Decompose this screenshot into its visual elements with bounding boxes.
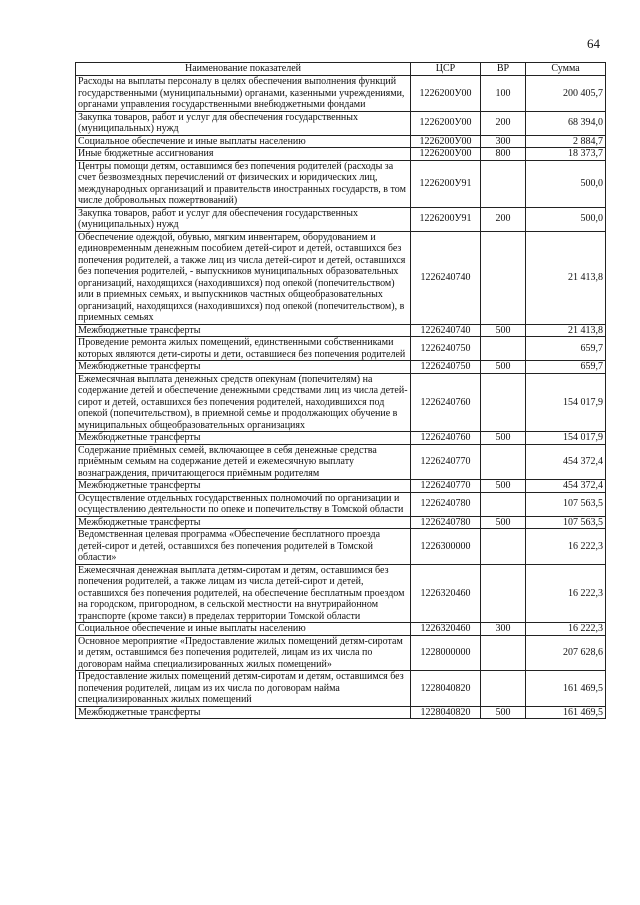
- cell-name: Закупка товаров, работ и услуг для обеспечения государственных (муниципальных) нужд: [76, 207, 411, 231]
- cell-vr: [481, 671, 526, 707]
- cell-csr: 1226240770: [411, 444, 481, 480]
- cell-name: Ежемесячная выплата денежных средств опекунам (попечителям) на содержание детей и обеспечение денежными средствами лиц из числа детей-сирот и детей, оставшихся без попечения родителей, находившихся под опекой (попечительством), в приемной семье и продолжающих обучение в муниципальных общеобразовательных организациях: [76, 373, 411, 432]
- table-row: [76, 432, 606, 445]
- cell-name: Осуществление отдельных государственных полномочий по организации и осуществлению деятельности по опеке и попечительству в Томской области: [76, 492, 411, 516]
- cell-name: Обеспечение одеждой, обувью, мягким инвентарем, оборудованием и единовременным денежным пособием детей-сирот и детей, оставшихся без попечения родителей, а также лиц из числа детей-сирот и детей, оставшихся без попечения родителей, - выпускников муниципальных образовательных организаций, находящихся (находившихся) под опекой (попечительством) или в приемных семьях, и выпускников частных общеобразовательных организаций, находящихся (находившихся) под опекой (попечительством), в приемных семьях: [76, 231, 411, 324]
- cell-csr: 1226240750: [411, 361, 481, 374]
- table-row: [76, 76, 606, 112]
- cell-vr: 200: [481, 207, 526, 231]
- table-row: [76, 373, 606, 432]
- cell-sum: 500,0: [526, 160, 606, 207]
- cell-name: Межбюджетные трансферты: [76, 361, 411, 374]
- cell-csr: 1226200У00: [411, 148, 481, 161]
- budget-table: [75, 62, 606, 719]
- cell-vr: [481, 529, 526, 565]
- cell-sum: 659,7: [526, 337, 606, 361]
- cell-sum: 18 373,7: [526, 148, 606, 161]
- cell-vr: 500: [481, 706, 526, 719]
- table-row: [76, 706, 606, 719]
- cell-sum: 16 222,3: [526, 529, 606, 565]
- cell-vr: 800: [481, 148, 526, 161]
- cell-vr: 100: [481, 76, 526, 112]
- cell-sum: 161 469,5: [526, 706, 606, 719]
- table-row: [76, 480, 606, 493]
- page-number: 64: [587, 36, 600, 51]
- cell-csr: 1226240740: [411, 231, 481, 324]
- cell-name: Центры помощи детям, оставшимся без попечения родителей (расходы за счет безвозмездных перечислений от физических и юридических лиц, международных организаций и правительств иностранных государств, в том числе добровольных пожертвований): [76, 160, 411, 207]
- cell-name: Межбюджетные трансферты: [76, 480, 411, 493]
- cell-csr: 1226300000: [411, 529, 481, 565]
- cell-name: Иные бюджетные ассигнования: [76, 148, 411, 161]
- header-name: Наименование показателей: [76, 63, 411, 76]
- cell-sum: 154 017,9: [526, 432, 606, 445]
- cell-vr: [481, 231, 526, 324]
- cell-vr: 500: [481, 324, 526, 337]
- cell-name: Проведение ремонта жилых помещений, единственными собственниками которых являются дети-сироты и дети, оставшиеся без попечения родителей: [76, 337, 411, 361]
- cell-sum: 2 884,7: [526, 135, 606, 148]
- cell-name: Межбюджетные трансферты: [76, 324, 411, 337]
- table-row: [76, 148, 606, 161]
- table-row: [76, 564, 606, 623]
- cell-vr: 500: [481, 432, 526, 445]
- cell-vr: 300: [481, 623, 526, 636]
- table-header-row: [76, 63, 606, 76]
- cell-csr: 1226200У00: [411, 111, 481, 135]
- cell-name: Ежемесячная денежная выплата детям-сиротам и детям, оставшимся без попечения родителей, а также лицам из числа детей-сирот и детей, оставшихся без попечения родителей, на обеспечение бесплатным проездом на городском, пригородном, в сельской местности на внутрирайонном транспорте (кроме такси) в пределах территории Томской области: [76, 564, 411, 623]
- cell-sum: 500,0: [526, 207, 606, 231]
- cell-name: Расходы на выплаты персоналу в целях обеспечения выполнения функций государственными (муниципальными) органами, казенными учреждениями, органами управления государственными внебюджетными фондами: [76, 76, 411, 112]
- cell-vr: [481, 337, 526, 361]
- header-vr: ВР: [481, 63, 526, 76]
- cell-csr: 1226320460: [411, 623, 481, 636]
- cell-sum: 454 372,4: [526, 444, 606, 480]
- cell-csr: 1226240760: [411, 373, 481, 432]
- cell-csr: 1226240760: [411, 432, 481, 445]
- cell-sum: 161 469,5: [526, 671, 606, 707]
- cell-sum: 21 413,8: [526, 231, 606, 324]
- cell-csr: 1226240780: [411, 516, 481, 529]
- cell-vr: 500: [481, 516, 526, 529]
- table-row: [76, 135, 606, 148]
- cell-vr: 500: [481, 361, 526, 374]
- table-row: [76, 444, 606, 480]
- table-row: [76, 207, 606, 231]
- cell-sum: 154 017,9: [526, 373, 606, 432]
- cell-vr: 500: [481, 480, 526, 493]
- table-row: [76, 529, 606, 565]
- header-sum: Сумма: [526, 63, 606, 76]
- cell-vr: [481, 373, 526, 432]
- cell-vr: 200: [481, 111, 526, 135]
- table-row: [76, 492, 606, 516]
- table-body: [76, 76, 606, 719]
- cell-vr: [481, 160, 526, 207]
- table-row: [76, 361, 606, 374]
- cell-name: Предоставление жилых помещений детям-сиротам и детям, оставшимся без попечения родителей, лицам из их числа по договорам найма специализированных жилых помещений: [76, 671, 411, 707]
- cell-csr: 1226240740: [411, 324, 481, 337]
- cell-csr: 1226200У91: [411, 160, 481, 207]
- cell-vr: [481, 444, 526, 480]
- cell-csr: 1226200У00: [411, 76, 481, 112]
- cell-name: Социальное обеспечение и иные выплаты населению: [76, 135, 411, 148]
- table-row: [76, 160, 606, 207]
- cell-sum: 68 394,0: [526, 111, 606, 135]
- table-row: [76, 231, 606, 324]
- cell-sum: 16 222,3: [526, 564, 606, 623]
- cell-name: Социальное обеспечение и иные выплаты населению: [76, 623, 411, 636]
- cell-name: Межбюджетные трансферты: [76, 706, 411, 719]
- table-row: [76, 324, 606, 337]
- cell-csr: 1226200У00: [411, 135, 481, 148]
- table-row: [76, 111, 606, 135]
- cell-sum: 107 563,5: [526, 516, 606, 529]
- cell-sum: 107 563,5: [526, 492, 606, 516]
- table-row: [76, 337, 606, 361]
- cell-sum: 207 628,6: [526, 635, 606, 671]
- cell-sum: 200 405,7: [526, 76, 606, 112]
- cell-csr: 1228040820: [411, 671, 481, 707]
- cell-name: Закупка товаров, работ и услуг для обеспечения государственных (муниципальных) нужд: [76, 111, 411, 135]
- cell-csr: 1226200У91: [411, 207, 481, 231]
- table-row: [76, 516, 606, 529]
- cell-sum: 21 413,8: [526, 324, 606, 337]
- cell-name: Содержание приёмных семей, включающее в себя денежные средства приёмным семьям на содержание детей и ежемесячную выплату вознаграждения, причитающегося приёмным родителям: [76, 444, 411, 480]
- cell-csr: 1226240770: [411, 480, 481, 493]
- cell-csr: 1226320460: [411, 564, 481, 623]
- cell-vr: [481, 564, 526, 623]
- cell-name: Межбюджетные трансферты: [76, 516, 411, 529]
- cell-vr: [481, 635, 526, 671]
- header-csr: ЦСР: [411, 63, 481, 76]
- cell-csr: 1228040820: [411, 706, 481, 719]
- table-row: [76, 671, 606, 707]
- cell-name: Ведомственная целевая программа «Обеспечение бесплатного проезда детей-сирот и детей, оставшихся без попечения родителей в Томской области»: [76, 529, 411, 565]
- cell-name: Основное мероприятие «Предоставление жилых помещений детям-сиротам и детям, оставшимся без попечения родителей, лицам из их числа по договорам найма специализированных жилых помещений»: [76, 635, 411, 671]
- table-row: [76, 635, 606, 671]
- cell-name: Межбюджетные трансферты: [76, 432, 411, 445]
- cell-csr: 1226240780: [411, 492, 481, 516]
- table-row: [76, 623, 606, 636]
- cell-csr: 1228000000: [411, 635, 481, 671]
- cell-sum: 659,7: [526, 361, 606, 374]
- cell-vr: 300: [481, 135, 526, 148]
- cell-csr: 1226240750: [411, 337, 481, 361]
- cell-vr: [481, 492, 526, 516]
- cell-sum: 16 222,3: [526, 623, 606, 636]
- cell-sum: 454 372,4: [526, 480, 606, 493]
